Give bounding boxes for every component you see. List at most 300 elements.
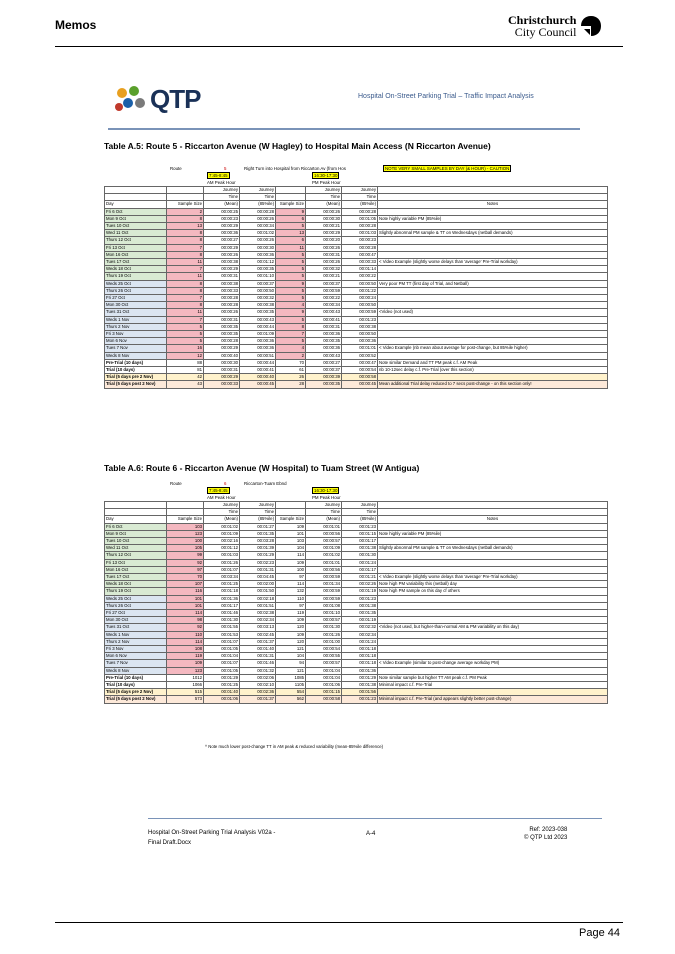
cell-am: 00:01:25	[204, 581, 240, 588]
cell-day: Thurs 26 Oct	[105, 602, 167, 609]
cell-a85: 00:00:38	[240, 302, 276, 309]
cell-a85: 00:00:36	[240, 338, 276, 345]
cell-am: 00:00:31	[204, 367, 240, 374]
cell-p85: 00:01:23	[342, 523, 378, 530]
cell-a85: 00:01:31	[240, 566, 276, 573]
cell-note: < Video Example (nb mean about average for post-change, but 85%ile higher)	[378, 345, 608, 352]
cell-am: 00:00:25	[204, 208, 240, 215]
cell-am: 00:00:28	[204, 302, 240, 309]
cell-note	[378, 374, 608, 381]
cell-p85: 00:00:50	[342, 331, 378, 338]
cell-am: 00:00:38	[204, 259, 240, 266]
table-row	[105, 545, 608, 552]
cell-day: Tues 17 Oct	[105, 259, 167, 266]
cell-as: 108	[167, 646, 204, 653]
cell-as: 42	[167, 374, 204, 381]
cell-p85: 00:00:28	[342, 208, 378, 215]
cell-day: Trial (5 days post 2 Nov)	[105, 381, 167, 388]
cell-am: 00:01:09	[204, 530, 240, 537]
cell-pm: 00:00:31	[306, 323, 342, 330]
cell-ps: 132	[276, 588, 306, 595]
cell-pm: 00:01:09	[306, 545, 342, 552]
cell-ps: 97	[276, 574, 306, 581]
cell-note	[378, 595, 608, 602]
cell-p85: 00:01:23	[342, 595, 378, 602]
cell-am: 00:00:40	[204, 352, 240, 359]
cell-pm: 00:00:22	[306, 295, 342, 302]
cell-pm: 00:00:20	[306, 237, 342, 244]
table-row	[105, 244, 608, 251]
cell-am: 00:00:31	[204, 273, 240, 280]
cell-note	[378, 302, 608, 309]
table-row	[105, 367, 608, 374]
cell-ps: 2	[276, 352, 306, 359]
cell-day: Trial (5 days pre 2 Nov)	[105, 689, 167, 696]
cell-ps: 5	[276, 338, 306, 345]
council-emblem-icon	[580, 15, 602, 37]
cell-as: 8	[167, 237, 204, 244]
cell-ps: 110	[276, 595, 306, 602]
cell-as: 11	[167, 273, 204, 280]
cell-ps: 94	[276, 660, 306, 667]
report-ref: Ref: 2023-038 © QTP Ltd 2023	[524, 827, 568, 841]
cell-ps: 114	[276, 552, 306, 559]
cell-day: Trial (10 days)	[105, 367, 167, 374]
cell-ps: 9	[276, 208, 306, 215]
cell-a85: 00:02:38	[240, 610, 276, 617]
cell-p85: 00:01:18	[342, 653, 378, 660]
table-row	[105, 552, 608, 559]
cell-p85: 00:01:05	[342, 215, 378, 222]
cell-day: Weds 25 Oct	[105, 280, 167, 287]
cell-p85: 00:00:28	[342, 244, 378, 251]
route-label: Route	[170, 166, 182, 171]
cell-pm: 00:01:06	[306, 682, 342, 689]
table-row	[105, 316, 608, 323]
am-peak-label: AM Peak Hour	[207, 180, 236, 185]
table-row	[105, 323, 608, 330]
page-number: Page 44	[579, 927, 620, 939]
cell-note	[378, 323, 608, 330]
cell-ps: 70	[276, 359, 306, 366]
cell-p85: 00:01:15	[342, 530, 378, 537]
cell-ps: 11	[276, 244, 306, 251]
cell-day: Trial (5 days post 2 Nov)	[105, 696, 167, 703]
cell-am: 00:00:23	[204, 215, 240, 222]
table-row	[105, 352, 608, 359]
cell-note	[378, 237, 608, 244]
col-day: Day	[105, 516, 167, 523]
cell-a85: 00:03:28	[240, 538, 276, 545]
table-row	[105, 646, 608, 653]
cell-p85: 00:00:36	[342, 338, 378, 345]
cell-ps: 13	[276, 230, 306, 237]
cell-note: Note high PM variability this (netball) day	[378, 581, 608, 588]
cell-ps: 562	[276, 696, 306, 703]
cell-a85: 00:02:45	[240, 631, 276, 638]
cell-ps: 4	[276, 302, 306, 309]
table-a6-title: Table A.6: Route 6 - Riccarton Avenue (W Hospital) to Tuam Street (W Antigua)	[104, 463, 420, 473]
cell-pm: 00:00:26	[306, 208, 342, 215]
cell-ps: 120	[276, 638, 306, 645]
cell-ps: 1105	[276, 682, 306, 689]
cell-as: 11	[167, 309, 204, 316]
cell-am: 00:01:02	[204, 523, 240, 530]
cell-pm: 00:00:39	[306, 374, 342, 381]
cell-am: 00:00:33	[204, 381, 240, 388]
cell-ps: 121	[276, 667, 306, 674]
cell-p85: 00:01:18	[342, 646, 378, 653]
cell-pm: 00:01:15	[306, 689, 342, 696]
cell-am: 00:01:07	[204, 638, 240, 645]
cell-p85: 00:01:22	[342, 287, 378, 294]
cell-a85: 00:01:12	[240, 259, 276, 266]
cell-day: Tues 17 Oct	[105, 574, 167, 581]
cell-ps: 120	[276, 624, 306, 631]
cell-a85: 00:00:36	[240, 345, 276, 352]
cell-a85: 00:00:41	[240, 367, 276, 374]
cell-day: Trial (5 days pre 2 Nov)	[105, 374, 167, 381]
cell-p85: 00:01:38	[342, 682, 378, 689]
cell-am: 00:00:33	[204, 287, 240, 294]
cell-as: 92	[167, 624, 204, 631]
cell-ps: 5	[276, 273, 306, 280]
cell-as: 7	[167, 244, 204, 251]
cell-am: 00:01:40	[204, 689, 240, 696]
cell-day: Weds 18 Oct	[105, 266, 167, 273]
table-row	[105, 682, 608, 689]
cell-day: Mon 6 Nov	[105, 653, 167, 660]
cell-day: Tues 7 Nov	[105, 345, 167, 352]
cell-day: Tues 10 Oct	[105, 538, 167, 545]
cell-day: Thurs 12 Oct	[105, 552, 167, 559]
cell-am: 00:00:38	[204, 280, 240, 287]
table-row	[105, 581, 608, 588]
cell-as: 11	[167, 259, 204, 266]
cell-as: 573	[167, 696, 204, 703]
table-row	[105, 602, 608, 609]
cell-as: 123	[167, 667, 204, 674]
cell-note: <Video (not used)	[378, 309, 608, 316]
cell-day: Mon 9 Oct	[105, 215, 167, 222]
cell-ps: 5	[276, 259, 306, 266]
cell-pm: 00:00:59	[306, 595, 342, 602]
cell-p85: 00:01:03	[342, 230, 378, 237]
council-logo	[508, 14, 602, 38]
cell-day: Mon 16 Oct	[105, 566, 167, 573]
cell-pm: 00:00:37	[306, 367, 342, 374]
cell-am: 00:01:05	[204, 667, 240, 674]
cell-p85: 00:01:14	[342, 266, 378, 273]
cell-a85: 00:00:32	[240, 295, 276, 302]
table-row	[105, 338, 608, 345]
cell-a85: 00:00:50	[240, 287, 276, 294]
cell-am: 00:01:29	[204, 674, 240, 681]
cell-a85: 00:02:00	[240, 581, 276, 588]
cell-day: Tues 31 Oct	[105, 624, 167, 631]
cell-day: Tues 10 Oct	[105, 223, 167, 230]
cell-pm: 00:00:27	[306, 359, 342, 366]
pm-time-range: 16:30-17:30	[314, 488, 338, 493]
cell-day: Fri 13 Oct	[105, 559, 167, 566]
cell-note	[378, 338, 608, 345]
cell-note	[378, 566, 608, 573]
cell-ps: 103	[276, 538, 306, 545]
cell-note	[378, 631, 608, 638]
cell-day: Fri 3 Nov	[105, 646, 167, 653]
footer-rule	[55, 922, 623, 923]
cell-note: Note high PM sample on this day cf others	[378, 588, 608, 595]
cell-note: nb 10-12sec delay c.f. Pre-Trial (over this section)	[378, 367, 608, 374]
cell-as: 13	[167, 223, 204, 230]
cell-as: 8	[167, 230, 204, 237]
cell-pm: 00:00:26	[306, 244, 342, 251]
cell-note	[378, 667, 608, 674]
cell-day: Tues 31 Oct	[105, 309, 167, 316]
table-row	[105, 215, 608, 222]
cell-am: 00:01:06	[204, 696, 240, 703]
cell-note: Mean additional Trial delay reduced to 7 secs post-change - on this section only!	[378, 381, 608, 388]
cell-day: Pre-Trial (10 days)	[105, 674, 167, 681]
table-row	[105, 331, 608, 338]
cell-as: 114	[167, 610, 204, 617]
table-row	[105, 631, 608, 638]
cell-day: Thurs 12 Oct	[105, 237, 167, 244]
cell-note: <Video (not used, but higher-than-normal AM & PM variability on this day)	[378, 624, 608, 631]
cell-day: Thurs 26 Oct	[105, 287, 167, 294]
cell-note	[378, 646, 608, 653]
pm-time-range: 16:30-17:30	[314, 173, 338, 178]
cell-a85: 00:00:26	[240, 237, 276, 244]
cell-pm: 00:01:01	[306, 559, 342, 566]
cell-ps: 121	[276, 646, 306, 653]
cell-pm: 00:00:43	[306, 309, 342, 316]
cell-note	[378, 689, 608, 696]
cell-as: 97	[167, 566, 204, 573]
cell-a85: 00:01:10	[240, 273, 276, 280]
cell-day: Thurs 2 Nov	[105, 323, 167, 330]
cell-ps: 9	[276, 309, 306, 316]
cell-as: 5	[167, 331, 204, 338]
cell-note	[378, 523, 608, 530]
cell-a85: 00:02:06	[240, 674, 276, 681]
cell-day: Thurs 19 Oct	[105, 273, 167, 280]
cell-p85: 00:01:18	[342, 660, 378, 667]
cell-pm: 00:01:00	[306, 638, 342, 645]
cell-a85: 00:01:31	[240, 653, 276, 660]
cell-ps: 9	[276, 280, 306, 287]
cell-pm: 00:00:55	[306, 653, 342, 660]
cell-pm: 00:01:10	[306, 610, 342, 617]
cell-note: < Video Example (slightly worse delays than 'average' Pre-Trial workday)	[378, 259, 608, 266]
cell-note: Minimal impact c.f. Pre-Trial (and appears slightly better post-change)	[378, 696, 608, 703]
cell-pm: 00:00:56	[306, 566, 342, 573]
col-day: Day	[105, 201, 167, 208]
cell-a85: 00:00:44	[240, 359, 276, 366]
cell-am: 00:00:30	[204, 359, 240, 366]
table-row	[105, 359, 608, 366]
cell-pm: 00:00:43	[306, 352, 342, 359]
cell-a85: 00:00:30	[240, 244, 276, 251]
cell-a85: 00:01:37	[240, 638, 276, 645]
cell-a85: 00:01:37	[240, 696, 276, 703]
cell-day: Weds 8 Nov	[105, 667, 167, 674]
cell-a85: 00:00:37	[240, 280, 276, 287]
report-caption: Hospital On-Street Parking Trial – Traffic Impact Analysis	[358, 93, 534, 100]
table-row	[105, 689, 608, 696]
cell-as: 110	[167, 631, 204, 638]
cell-as: 8	[167, 215, 204, 222]
table-row	[105, 381, 608, 388]
table-row	[105, 208, 608, 215]
cell-as: 5	[167, 338, 204, 345]
cell-a85: 00:01:39	[240, 545, 276, 552]
cell-a85: 00:04:45	[240, 574, 276, 581]
cell-a85: 00:02:23	[240, 559, 276, 566]
cell-ps: 114	[276, 581, 306, 588]
cell-am: 00:01:36	[204, 595, 240, 602]
table-row	[105, 345, 608, 352]
cell-p85: 00:01:30	[342, 552, 378, 559]
table-row	[105, 287, 608, 294]
am-time-range: 7:45-8:45	[209, 488, 228, 493]
cell-pm: 00:00:21	[306, 273, 342, 280]
cell-a85: 00:01:35	[240, 530, 276, 537]
cell-p85: 00:00:50	[342, 302, 378, 309]
cell-pm: 00:01:34	[306, 581, 342, 588]
cell-pm: 00:00:57	[306, 538, 342, 545]
cell-p85: 00:00:28	[342, 223, 378, 230]
cell-pm: 00:00:41	[306, 316, 342, 323]
header-rule	[55, 46, 623, 47]
cell-a85: 00:02:34	[240, 617, 276, 624]
cell-p85: 00:00:54	[342, 367, 378, 374]
cell-day: Fri 27 Oct	[105, 295, 167, 302]
cell-am: 00:00:35	[204, 323, 240, 330]
caution-note: NOTE VERY SMALL SAMPLES BY DAY (& HOUR) - CAUTION	[385, 166, 510, 171]
cell-day: Wed 11 Oct	[105, 545, 167, 552]
cell-a85: 00:03:13	[240, 624, 276, 631]
cell-p85: 00:01:17	[342, 566, 378, 573]
cell-ps: 5	[276, 266, 306, 273]
cell-note	[378, 538, 608, 545]
cell-pm: 00:00:26	[306, 259, 342, 266]
cell-a85: 00:01:40	[240, 646, 276, 653]
cell-a85: 00:00:51	[240, 352, 276, 359]
cell-as: 70	[167, 574, 204, 581]
cell-a85: 00:00:26	[240, 215, 276, 222]
qtp-wordmark: QTP	[150, 84, 201, 114]
cell-a85: 00:00:34	[240, 223, 276, 230]
cell-ps: 109	[276, 631, 306, 638]
cell-day: Trial (10 days)	[105, 682, 167, 689]
cell-am: 00:01:26	[204, 559, 240, 566]
pm-peak-label: PM Peak Hour	[312, 495, 341, 500]
cell-a85: 00:00:36	[240, 251, 276, 258]
qtp-people-icon	[114, 85, 148, 115]
cell-note: Note similar Demand and TT PM peak c.f. AM Peak	[378, 359, 608, 366]
table-row	[105, 309, 608, 316]
cell-as: 8	[167, 280, 204, 287]
cell-pm: 00:01:26	[306, 631, 342, 638]
cell-am: 00:01:25	[204, 682, 240, 689]
cell-as: 2	[167, 208, 204, 215]
cell-p85: 00:00:24	[342, 295, 378, 302]
cell-p85: 00:01:23	[342, 316, 378, 323]
table-row	[105, 530, 608, 537]
cell-ps: 104	[276, 545, 306, 552]
cell-pm: 00:01:04	[306, 674, 342, 681]
route-label: Route	[170, 481, 182, 486]
cell-p85: 00:00:59	[342, 309, 378, 316]
cell-pm: 00:00:57	[306, 617, 342, 624]
cell-note	[378, 208, 608, 215]
cell-p85: 00:01:29	[342, 674, 378, 681]
logo-line2: City Council	[514, 25, 577, 39]
table-row	[105, 266, 608, 273]
cell-am: 00:01:17	[204, 602, 240, 609]
cell-am: 00:01:55	[204, 624, 240, 631]
cell-a85: 00:02:10	[240, 682, 276, 689]
cell-pm: 00:00:21	[306, 223, 342, 230]
cell-note: Minimal impact c.f. Pre-Trial	[378, 682, 608, 689]
cell-as: 92	[167, 559, 204, 566]
cell-as: 105	[167, 545, 204, 552]
cell-ps: 26	[276, 374, 306, 381]
cell-ps: 6	[276, 215, 306, 222]
cell-a85: 00:00:40	[240, 374, 276, 381]
cell-a85: 00:00:35	[240, 266, 276, 273]
cell-a85: 00:01:46	[240, 660, 276, 667]
table-row	[105, 251, 608, 258]
cell-am: 00:00:31	[204, 316, 240, 323]
cell-ps: 7	[276, 331, 306, 338]
cell-am: 00:00:29	[204, 266, 240, 273]
cell-pm: 00:00:32	[306, 266, 342, 273]
cell-pm: 00:00:59	[306, 287, 342, 294]
cell-ps: 5	[276, 223, 306, 230]
cell-a85: 00:02:18	[240, 595, 276, 602]
cell-am: 00:01:07	[204, 566, 240, 573]
cell-ps: 6	[276, 237, 306, 244]
cell-as: 7	[167, 316, 204, 323]
cell-p85: 00:02:26	[342, 581, 378, 588]
cell-pm: 00:01:01	[306, 523, 342, 530]
table-a5: Journey Journey Journey Journey Time Time Time Time Day Sample Size (Mean) (85%ile) Sample Size (Mean) (85%ile) Notes Fri 6 Oct 2 00:00:25 00:00:28 9 00:00:26 00:00:28 Mon 9 Oct 8 00:00:23 00:00:26 6 00:00:30 00:01:05 Note highly variable PM (85%ile) Tues 10 Oct 13 00:00:29 00:00:34 5 00:00:21 00:00:28 Wed 11 Oct 8 00:00:36 00:01:02 13 00:00:29 00:01:03 Slightly abnormal PM sample & TT on Wednesdays (netball demands) Thurs 12 Oct 8 00:00:27 00:00:26 6 00:00:20 00:00:23 Fri 13 Oct 7 00:00:29 00:00:30 11 00:00:26 00:00:28 Mon 16 Oct 8 00:00:26 00:00:36 5 00:00:31 00:00:47 Tues 17 Oct 11 00:00:38 00:01:12 5 00:00:26 00:00:33 < Video Example (slightly worse delays than 'average' Pre-Trial workday) Weds 18 Oct 7 00:00:29 00:00:35 5 00:00:32 00:01:14 Thurs 19 Oct 11 00:00:31 00:01:10 5 00:00:21 00:00:22 Weds 25 Oct 8 00:00:38 00:00:37 9 00:00:37 00:00:50 Very poor PM TT (first day of Trial, and Netball) Thurs 26 Oct 8 00:00:33 00:00:50 5 00:00:59 00:01:22 Fri 27 Oct 7 00:00:28 00:00:32 5 00:00:22 00:00:24 Mon 30 Oct 8 00:00:28 00:00:38 4 00:00:34 00:00:50 Tues 31 Oct 11 00:00:26 00:00:35 9 00:00:43 00:00:59 <Video (not used) Weds 1 Nov 7 00:00:31 00:00:43 5 00:00:41 00:01:23 Thurs 2 Nov 5 00:00:35 00:00:44 8 00:00:31 00:00:38 Fri 3 Nov 5 00:00:35 00:01:09 7 00:00:36 00:00:50 Mon 6 Nov 5 00:00:28 00:00:36 5 00:00:35 00:00:36 Tues 7 Nov 16 00:00:29 00:00:36 4 00:00:36 00:01:01 < Video Example (nb mean about average for post-change, but 85%ile higher) Weds 8 Nov 12 00:00:40 00:00:51 2 00:00:43 00:00:52 Pre-Trial (10 days) 88 00:00:30 00:00:44 70 00:00:27 00:00:47 Note similar Demand and TT PM peak c.f. AM Peak Trial (10 days) 81 00:00:31 00:00:41 61 00:00:37 00:00:54 nb 10-12sec delay c.f. Pre-Trial (over this section) Trial (5 days pre 2 Nov) 42 00:00:29 00:00:40 26 00:00:39 00:00:58 Trial (5 days post 2 Nov) 43 00:00:33 00:00:45 28 00:00:35 00:00:45 Mean additional Trial delay reduced to 7 secs post-change - on this section only!	[104, 186, 608, 389]
cell-ps: 5	[276, 287, 306, 294]
cell-am: 00:01:18	[204, 588, 240, 595]
cell-day: Fri 6 Oct	[105, 208, 167, 215]
cell-ps: 109	[276, 559, 306, 566]
cell-pm: 00:00:36	[306, 345, 342, 352]
cell-day: Fri 6 Oct	[105, 523, 167, 530]
cell-day: Mon 30 Oct	[105, 617, 167, 624]
cell-pm: 00:00:54	[306, 646, 342, 653]
cell-am: 00:00:28	[204, 295, 240, 302]
table-row	[105, 638, 608, 645]
cell-pm: 00:00:35	[306, 338, 342, 345]
cell-note	[378, 602, 608, 609]
cell-p85: 00:01:19	[342, 617, 378, 624]
cell-p85: 00:01:38	[342, 602, 378, 609]
cell-p85: 00:00:50	[342, 280, 378, 287]
cell-note	[378, 653, 608, 660]
cell-ps: 61	[276, 367, 306, 374]
cell-p85: 00:02:32	[342, 624, 378, 631]
cell-a85: 00:00:43	[240, 316, 276, 323]
cell-a85: 00:00:45	[240, 381, 276, 388]
table-row	[105, 280, 608, 287]
